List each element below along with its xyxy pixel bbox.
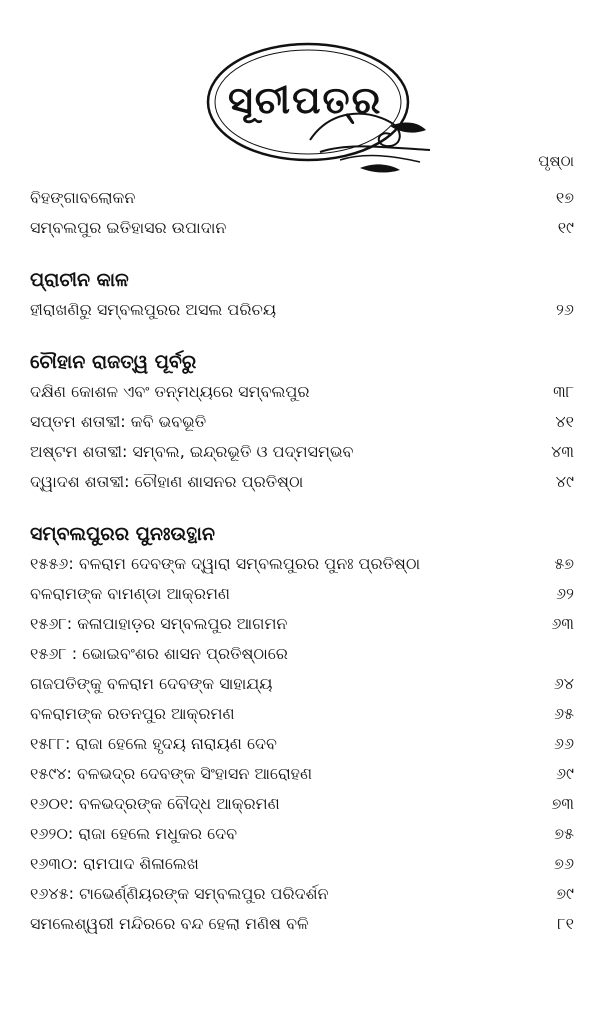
toc-entry	[30, 729, 574, 759]
toc-entry-title: ୧୫୮୮: ରାଜା ହେଲେ ହୃଦୟ ନାରାୟଣ ଦେବ	[30, 734, 277, 753]
toc-entry	[30, 849, 574, 879]
toc-entry-title: ସମଲେଶ୍ୱରୀ ମନ୍ଦିରରେ ବନ୍ଦ ହେଲା ମଣିଷ ବଳି	[30, 914, 309, 933]
toc-entry-title: ୧୫୬୮: କଳାପାହାଡ଼ର ସମ୍ବଲପୁର ଆଗମନ	[30, 614, 288, 633]
toc-entry-page: ୬୯	[555, 764, 574, 783]
toc-entry-page: ୬୬	[553, 734, 574, 753]
toc-entry	[30, 819, 574, 849]
toc-entry	[30, 759, 574, 789]
toc-entry-page: ୭୬	[554, 854, 574, 873]
toc-entry	[30, 789, 574, 819]
toc-entry-title: ୧୫୬୮ : ଭୋଇବଂଶର ଶାସନ ପ୍ରତିଷ୍ଠାରେ	[30, 644, 288, 663]
toc-entry	[30, 377, 574, 407]
page-column-label: ପୃଷ୍ଠା	[538, 152, 574, 170]
toc-entry-page: ୩୮	[553, 382, 574, 401]
toc-entry	[30, 639, 574, 669]
toc-entry	[30, 467, 574, 497]
table-of-contents	[30, 183, 574, 961]
toc-entry-title: ଅଷ୍ଟମ ଶତାବ୍ଦୀ: ସମ୍ବଲ, ଇନ୍ଦ୍ରଭୂତି ଓ ପଦ୍ମସମ୍ଭବ	[30, 442, 354, 461]
toc-entry-page: ୪୯	[555, 472, 574, 491]
toc-entry-title: ୧୬୪୫: ଟାଭେର୍ଣ୍ଣିୟରଙ୍କ ସମ୍ବଲପୁର ପରିଦର୍ଶନ	[30, 884, 329, 903]
section-heading: ପ୍ରାଚୀନ କାଳ	[30, 269, 129, 291]
toc-entry-title: ୧୬୨୦: ରାଜା ହେଲେ ମଧୁକର ଦେବ	[30, 824, 238, 843]
toc-entry	[30, 579, 574, 609]
page-title: ସୂଚୀପତ୍ର	[228, 78, 383, 122]
toc-entry	[30, 699, 574, 729]
toc-entry-page: ୬୪	[553, 674, 574, 693]
toc-entry	[30, 213, 574, 243]
toc-entry-title: ସମ୍ବଲପୁର ଇତିହାସର ଉପାଦାନ	[30, 218, 227, 237]
toc-entry-page: ୮୧	[557, 914, 574, 933]
toc-entry-page: ୭୫	[554, 824, 574, 843]
toc-entry-title: ଦ୍ୱାଦଶ ଶତାବ୍ଦୀ: ଚୌହାଣ ଶାସନର ପ୍ରତିଷ୍ଠା	[30, 472, 304, 491]
toc-entry	[30, 879, 574, 909]
toc-entry-title: ଦକ୍ଷିଣ କୋଶଳ ଏବଂ ତନ୍ମଧ୍ୟରେ ସମ୍ବଲପୁର	[30, 382, 310, 401]
toc-entry-title: ବଳରାମଙ୍କ ରତନପୁର ଆକ୍ରମଣ	[30, 704, 235, 723]
section-heading: ସମ୍ବଲପୁରର ପୁନଃଉତ୍ଥାନ	[30, 523, 215, 545]
toc-section	[30, 519, 574, 939]
toc-entry	[30, 549, 574, 579]
toc-entry-title: ବଳରାମଙ୍କ ବାମଣ୍ଡା ଆକ୍ରମଣ	[30, 584, 231, 603]
toc-entry	[30, 909, 574, 939]
toc-entry-page: ୧୭	[555, 188, 574, 207]
toc-entry-page: ୧୯	[557, 218, 574, 237]
toc-entry-title: ୧୫୯୪: ବଳଭଦ୍ର ଦେବଙ୍କ ସିଂହାସନ ଆରୋହଣ	[30, 764, 313, 783]
toc-entry	[30, 609, 574, 639]
toc-entry	[30, 407, 574, 437]
toc-entry-page: ୬୫	[553, 704, 574, 723]
toc-entry-page: ୭୯	[556, 884, 574, 903]
toc-section	[30, 347, 574, 497]
toc-entry-title: ୧୬୦୧: ବଳଭଦ୍ରଙ୍କ ବୌଦ୍ଧ ଆକ୍ରମଣ	[30, 794, 280, 813]
toc-entry-title: ବିହଙ୍ଗାବଲୋକନ	[30, 188, 136, 207]
toc-section	[30, 265, 574, 325]
toc-entry-page: ୬୩	[551, 614, 574, 633]
toc-entry-title: ସପ୍ତମ ଶତାବ୍ଦୀ: କବି ଭବଭୂତି	[30, 412, 207, 431]
toc-entry	[30, 669, 574, 699]
toc-entry-title: ୧୫୫୬: ବଳରାମ ଦେବଙ୍କ ଦ୍ୱାରା ସମ୍ବଲପୁରର ପୁନଃ ପ୍ରତିଷ୍ଠା	[30, 554, 421, 573]
toc-entry-page: ୨୬	[555, 300, 574, 319]
toc-entry	[30, 183, 574, 213]
toc-entry-page: ୪୧	[555, 412, 574, 431]
toc-entry-title: ୧୬୩୦: ରାମପାଦ ଶିଳାଲେଖ	[30, 854, 199, 873]
toc-entry-page: ୬୨	[555, 584, 574, 603]
toc-entry-page: ୫୭	[554, 554, 574, 573]
header-ornament	[190, 30, 450, 180]
section-heading: ଚୌହାନ ରାଜତ୍ୱ ପୂର୍ବରୁ	[30, 351, 197, 373]
toc-entry-page: ୭୩	[551, 794, 574, 813]
toc-entry-page: ୪୩	[551, 442, 574, 461]
toc-section	[30, 183, 574, 243]
toc-entry	[30, 437, 574, 467]
toc-entry-title: ଗଜପତିଙ୍କୁ ବଳରାମ ଦେବଙ୍କ ସାହାଯ୍ୟ	[30, 674, 273, 693]
toc-entry-title: ହୀରାଖଣିରୁ ସମ୍ବଲପୁରର ଅସଲ ପରିଚୟ	[30, 300, 277, 319]
toc-entry	[30, 295, 574, 325]
